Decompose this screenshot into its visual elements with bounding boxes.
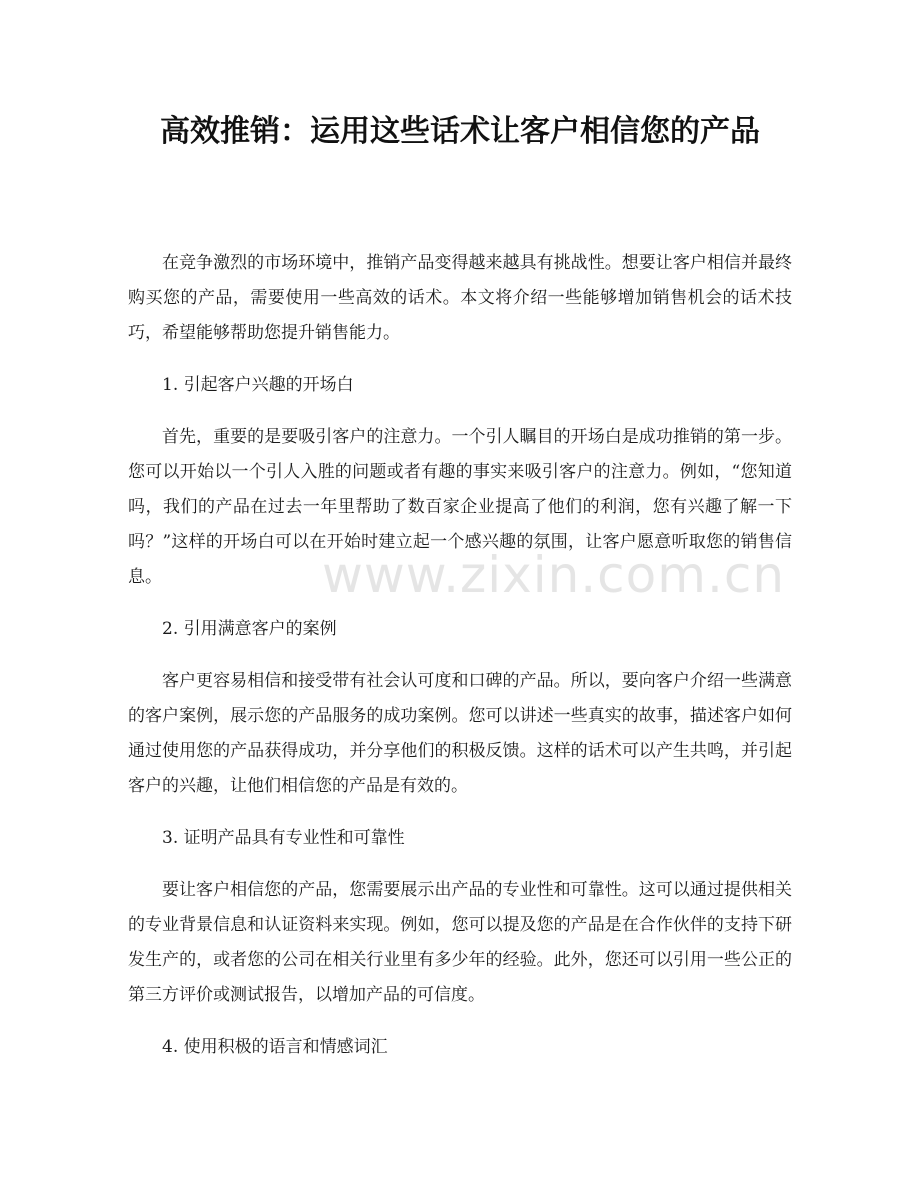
- section-body-2: 客户更容易相信和接受带有社会认可度和口碑的产品。所以，要向客户介绍一些满意的客户案例，展示您的产品服务的成功案例。您可以讲述一些真实的故事，描述客户如何通过使用您的产品获得成功，并分享他们的积极反馈。这样的话术可以产生共鸣，并引起客户的兴趣，让他们相信您的产品是有效的。: [128, 671, 792, 796]
- intro-paragraph: 在竞争激烈的市场环境中，推销产品变得越来越具有挑战性。想要让客户相信并最终购买您的产品，需要使用一些高效的话术。本文将介绍一些能够增加销售机会的话术技巧，希望能够帮助您提升销售能力。: [128, 253, 792, 343]
- section-heading-1: 1. 引起客户兴趣的开场白: [162, 375, 354, 395]
- section-heading-4: 4. 使用积极的语言和情感词汇: [162, 1037, 388, 1057]
- watermark: www.zixin.com.cn: [322, 546, 786, 604]
- section-heading-3: 3. 证明产品具有专业性和可靠性: [162, 828, 405, 848]
- document-body: [128, 246, 792, 1082]
- section-heading-2: 2. 引用满意客户的案例: [162, 619, 337, 639]
- section-body-1: 首先，重要的是要吸引客户的注意力。一个引人瞩目的开场白是成功推销的第一步。您可以开始以一个引人入胜的问题或者有趣的事实来吸引客户的注意力。例如，“您知道吗，我们的产品在过去一年里帮助了数百家企业提高了他们的利润，您有兴趣了解一下吗？”这样的开场白可以在开始时建立起一个感兴趣的氛围，让客户愿意听取您的销售信息。: [128, 427, 792, 587]
- section-body-3: 要让客户相信您的产品，您需要展示出产品的专业性和可靠性。这可以通过提供相关的专业背景信息和认证资料来实现。例如，您可以提及您的产品是在合作伙伴的支持下研发生产的，或者您的公司在相关行业里有多少年的经验。此外，您还可以引用一些公正的第三方评价或测试报告，以增加产品的可信度。: [128, 880, 792, 1005]
- page-title: 高效推销：运用这些话术让客户相信您的产品: [160, 114, 760, 149]
